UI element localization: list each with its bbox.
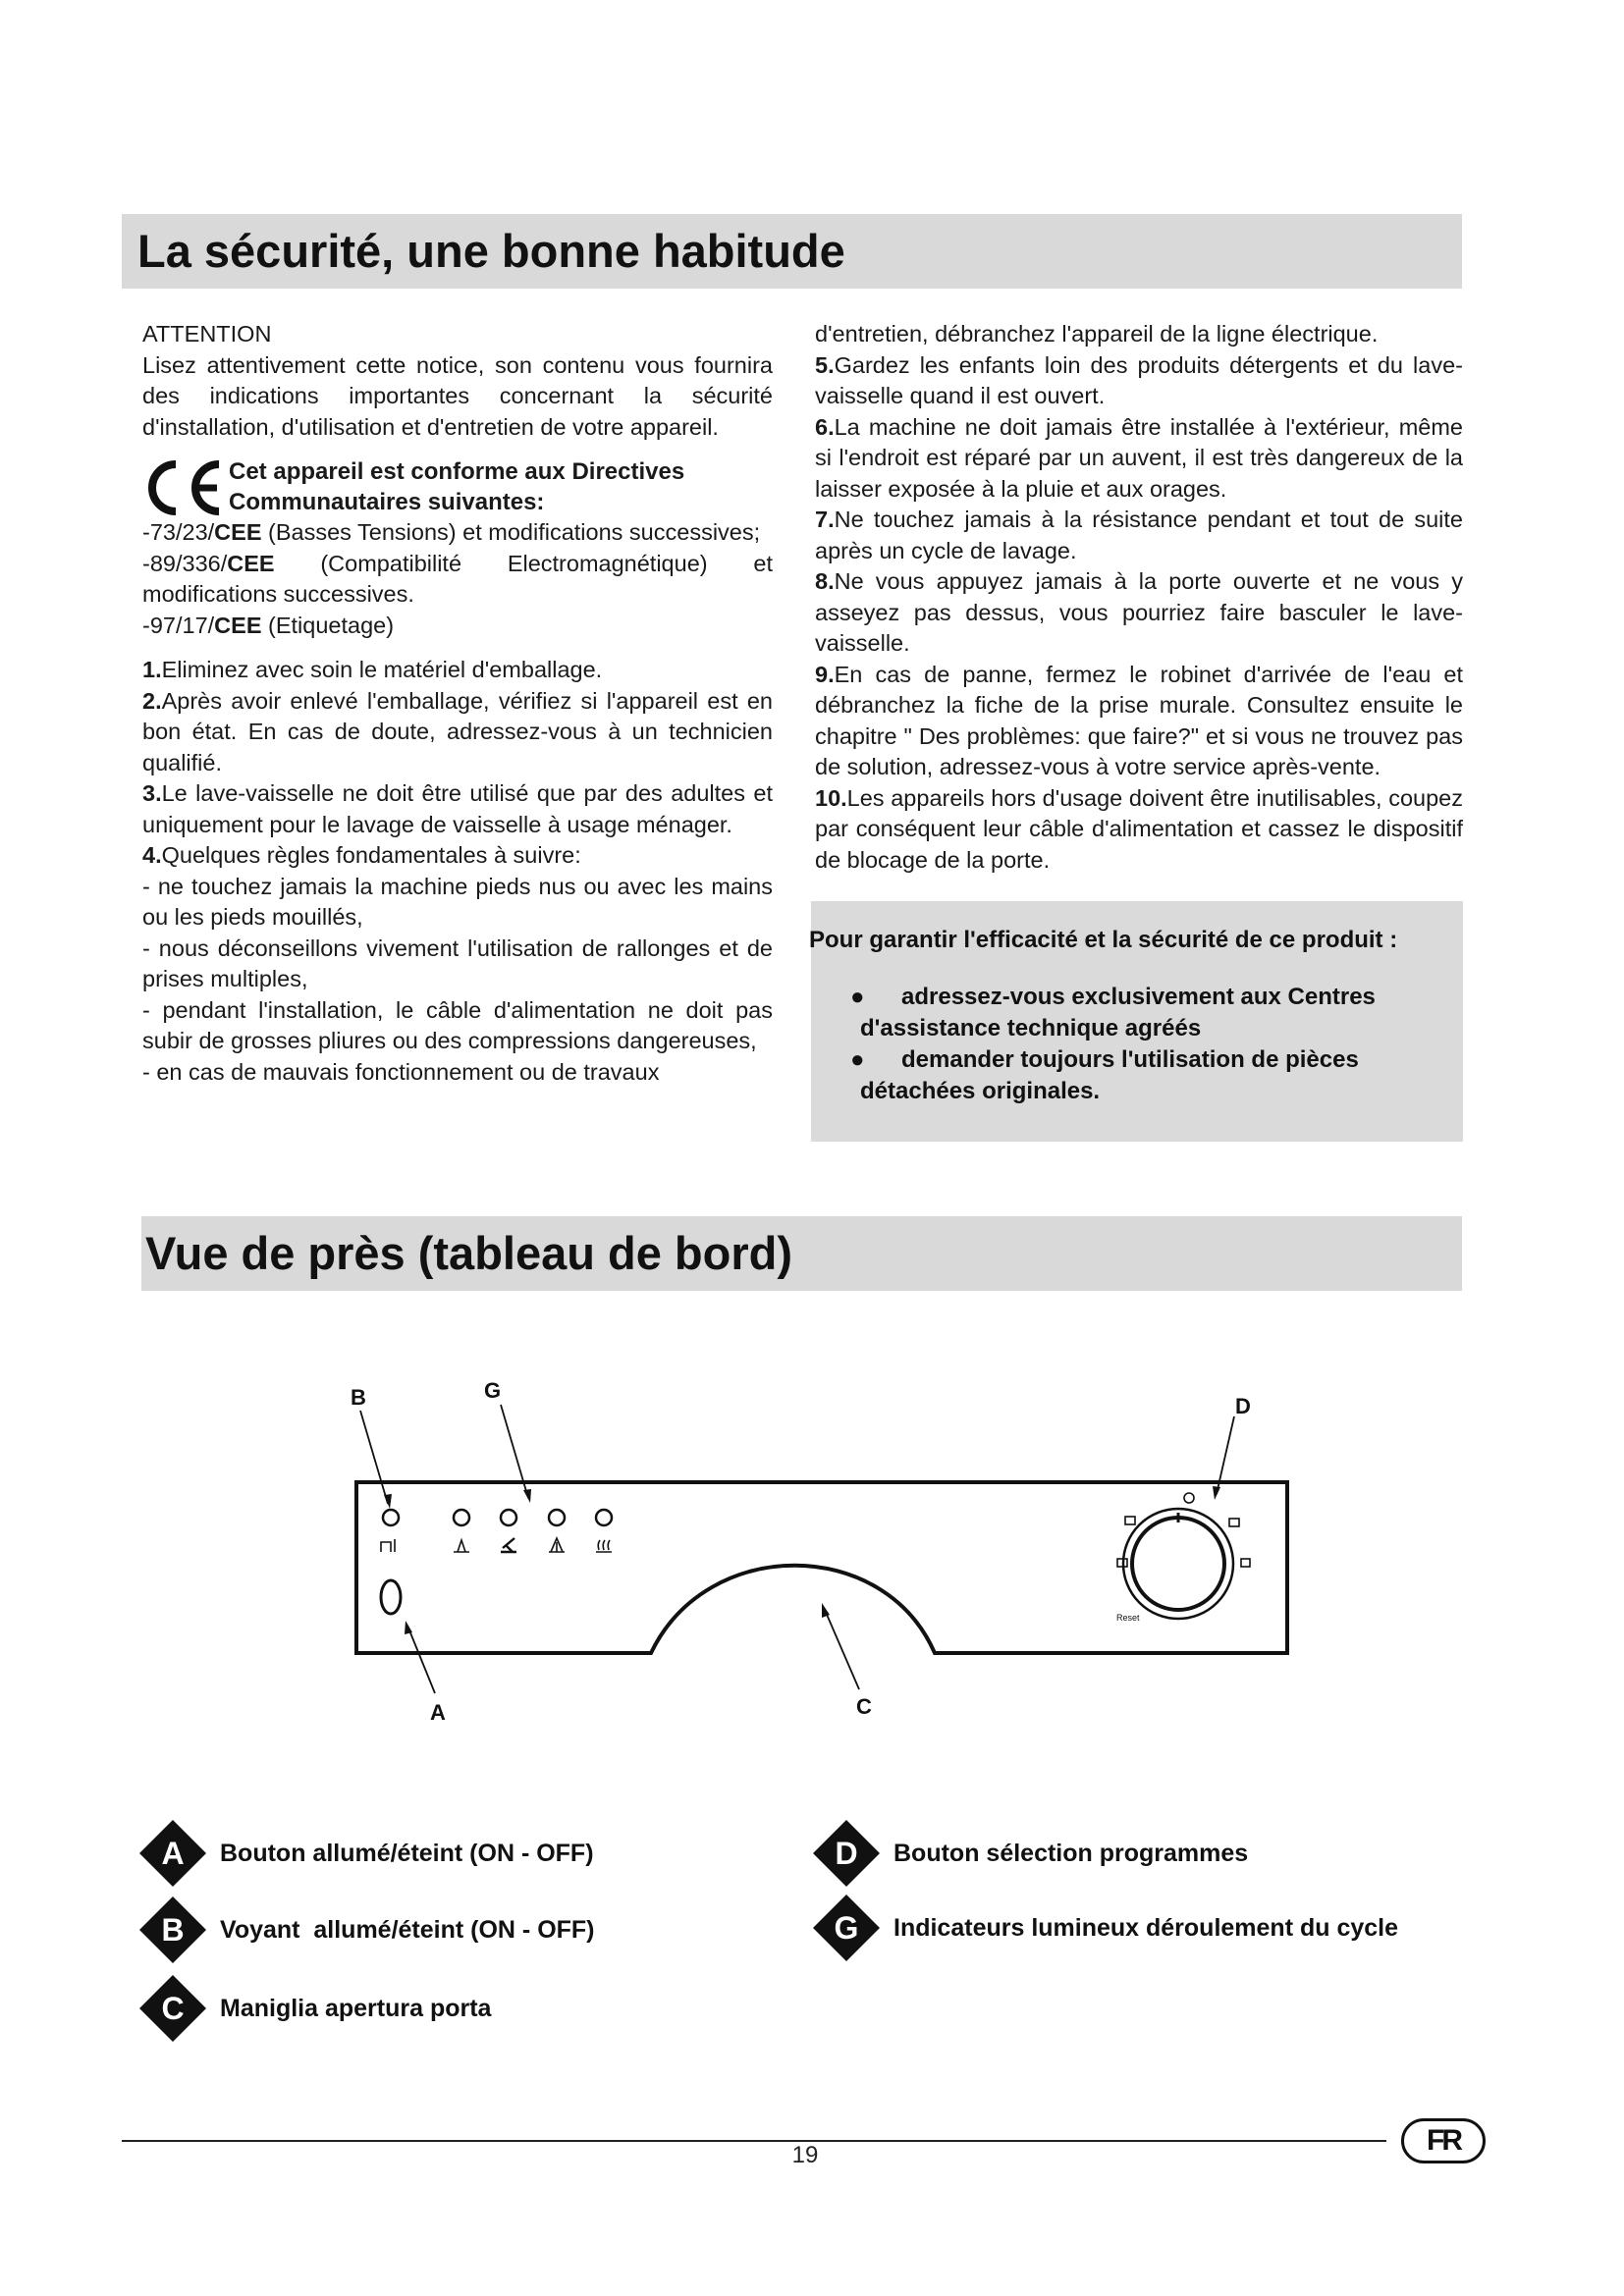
safety-item-3 <box>142 778 773 840</box>
ce-mark-icon <box>142 458 227 517</box>
pointer-line-b <box>360 1411 388 1504</box>
program-knob-outer[interactable] <box>1123 1509 1233 1619</box>
safety-item-10 <box>815 783 1463 877</box>
bullet-dot-icon: ● <box>850 984 865 1010</box>
directive-3-cee: CEE <box>214 612 262 638</box>
indicator-light-g2 <box>501 1510 516 1525</box>
power-symbol-icon <box>381 1539 395 1552</box>
safety-item-10-num: 10. <box>815 784 847 811</box>
directive-2-text: (Compatibilité Electromagnétique) et modifications successives. <box>142 550 773 607</box>
info-box-bullet-2 <box>850 1044 1439 1107</box>
rule-4: - en cas de mauvais fonctionnement ou de travaux <box>142 1058 660 1085</box>
directive-3-code: -97/17/ <box>142 612 215 638</box>
diagram-label-g: G <box>484 1378 502 1403</box>
legend-text-c: Maniglia apertura porta <box>220 1994 492 2022</box>
safety-item-1-num: 1. <box>142 657 162 682</box>
safety-item-8-text: Ne vous appuyez jamais à la porte ouverte et ne vous y asseyez pas dessus, vous pourriez faire basculer le lave-vaisselle. <box>815 568 1463 656</box>
safety-item-7 <box>815 505 1463 566</box>
pointer-arrow-g <box>523 1489 531 1503</box>
indicator-light-g3 <box>549 1510 565 1525</box>
safety-item-2-text: Après avoir enlevé l'emballage, vérifiez si l'appareil est en bon état. En cas de doute, adressez-vous à un technicien qualifié. <box>142 687 773 775</box>
directive-3-text: (Etiquetage) <box>261 612 395 638</box>
rule-1: - ne touchez jamais la machine pieds nus ou avec les mains ou les pieds mouillés, <box>142 873 773 930</box>
control-panel-diagram <box>334 1369 1316 1733</box>
directive-3 <box>142 611 773 642</box>
pointer-arrow-d <box>1213 1486 1220 1500</box>
safety-item-5 <box>815 350 1463 412</box>
safety-item-9-text: En cas de panne, fermez le robinet d'arrivée de l'eau et débranchez la fiche de la prise murale. Consultez ensuite le chapitre " Des problèmes: que faire?" et si vous ne trouvez pas de solution, adressez-vous à votre service après-vente. <box>815 661 1463 779</box>
safety-item-6-text: La machine ne doit jamais être installée à l'extérieur, même si l'endroit est réparé par un auvent, il est très dangereux de la laisser exposée à la pluie et aux orages. <box>815 413 1463 502</box>
diagram-label-b: B <box>351 1385 366 1410</box>
safety-item-7-num: 7. <box>815 507 835 532</box>
safety-item-6 <box>815 412 1463 506</box>
ce-title: Cet appareil est conforme aux Directives Communautaires suivantes: <box>229 458 685 515</box>
section-title-control-panel <box>141 1216 1462 1291</box>
language-badge-text: FR <box>1427 2124 1460 2157</box>
right-column <box>815 319 1463 876</box>
legend-text-a: Bouton allumé/éteint (ON - OFF) <box>220 1839 594 1867</box>
footer-rule <box>122 2140 1386 2142</box>
on-off-button[interactable] <box>381 1580 401 1614</box>
safety-item-4-num: 4. <box>142 842 162 868</box>
directive-2-cee: CEE <box>227 550 275 576</box>
pointer-arrow-c <box>822 1603 830 1618</box>
legend-text-b: Voyant allumé/éteint (ON - OFF) <box>220 1915 595 1944</box>
continued-text: d'entretien, débranchez l'appareil de la ligne électrique. <box>815 321 1379 347</box>
section-title-safety-text: La sécurité, une bonne habitude <box>137 225 845 277</box>
safety-item-5-text: Gardez les enfants loin des produits détergents et du lave-vaisselle quand il est ouvert. <box>815 351 1463 408</box>
pointer-line-a <box>407 1626 435 1693</box>
section-title-control-panel-text: Vue de près (tableau de bord) <box>145 1227 792 1279</box>
left-column <box>142 319 773 1088</box>
prewash-symbol-icon <box>454 1540 469 1552</box>
legend-badge-b-letter: B <box>161 1912 185 1948</box>
pointer-line-c <box>825 1610 859 1689</box>
info-box-title: Pour garantir l'efficacité et la sécurité de ce produit : <box>809 927 1398 953</box>
info-box-bullet-2-text: demander toujours l'utilisation de pièces détachées originales. <box>860 1046 1359 1104</box>
safety-item-5-num: 5. <box>815 351 835 378</box>
directive-2 <box>142 549 773 611</box>
info-box-bullet-1 <box>850 982 1439 1044</box>
legend-badge-g-letter: G <box>834 1910 859 1946</box>
safety-item-2-num: 2. <box>142 687 162 714</box>
safety-item-6-num: 6. <box>815 413 835 440</box>
safety-item-1 <box>142 655 773 686</box>
safety-item-8 <box>815 566 1463 660</box>
control-panel-outline <box>356 1482 1287 1653</box>
safety-item-9 <box>815 660 1463 783</box>
legend-item-b <box>137 1896 595 1964</box>
pointer-arrow-a <box>405 1621 412 1634</box>
directive-1 <box>142 517 773 549</box>
diagram-label-c: C <box>856 1694 872 1719</box>
safety-item-8-num: 8. <box>815 568 835 594</box>
safety-item-7-text: Ne touchez jamais à la résistance pendant et tout de suite après un cycle de lavage. <box>815 507 1463 563</box>
rinse-symbol-icon <box>549 1538 565 1552</box>
dry-symbol-icon <box>596 1540 612 1552</box>
safety-item-2 <box>142 686 773 779</box>
indicator-light-b <box>383 1510 399 1525</box>
language-badge <box>1401 2118 1486 2163</box>
legend-item-d <box>811 1819 1248 1888</box>
legend-badge-d-icon <box>811 1818 882 1889</box>
legend-badge-g-icon <box>811 1893 882 1963</box>
directive-1-code: -73/23/ <box>142 519 215 545</box>
legend-item-c <box>137 1974 491 2043</box>
directive-2-code: -89/336/ <box>142 550 228 576</box>
indicator-light-g1 <box>454 1510 469 1525</box>
pointer-arrow-b <box>384 1494 392 1509</box>
directive-1-cee: CEE <box>214 519 262 545</box>
program-knob-inner[interactable] <box>1132 1518 1224 1610</box>
legend-badge-a-letter: A <box>161 1836 185 1871</box>
info-box-bullet-1-text: adressez-vous exclusivement aux Centres d'assistance technique agréés <box>860 984 1376 1041</box>
legend-badge-b-icon <box>137 1895 208 1965</box>
page-number: 19 <box>791 2142 819 2168</box>
diagram-label-d: D <box>1235 1394 1251 1418</box>
safety-item-4-text: Quelques règles fondamentales à suivre: <box>161 842 581 868</box>
directive-1-text: (Basses Tensions) et modifications successives; <box>261 519 761 545</box>
guarantee-info-box <box>811 901 1463 1142</box>
reset-label: Reset <box>1116 1613 1140 1623</box>
safety-item-3-num: 3. <box>142 780 162 806</box>
diagram-label-a: A <box>430 1700 446 1725</box>
safety-item-9-num: 9. <box>815 661 835 687</box>
legend-text-g: Indicateurs lumineux déroulement du cycle <box>893 1913 1399 1942</box>
legend-badge-c-icon <box>137 1973 208 2044</box>
safety-item-4 <box>142 840 773 872</box>
indicator-light-g4 <box>596 1510 612 1525</box>
safety-item-3-text: Le lave-vaisselle ne doit être utilisé que par des adultes et uniquement pour le lavage de vaisselle à usage ménager. <box>142 780 773 837</box>
legend-badge-a-icon <box>137 1818 208 1889</box>
section-title-safety <box>122 214 1462 289</box>
attention-label: ATTENTION <box>142 321 272 347</box>
safety-item-1-text: Eliminez avec soin le matériel d'emballage. <box>161 657 603 682</box>
legend-item-g <box>811 1894 1398 1962</box>
intro-paragraph: Lisez attentivement cette notice, son contenu vous fournira des indications importantes concernant la sécurité d'installation, d'utilisation et d'entretien de votre appareil. <box>142 351 773 440</box>
legend-badge-c-letter: C <box>161 1991 185 2026</box>
rule-3: - pendant l'installation, le câble d'alimentation ne doit pas subir de grosses pliures ou des compressions dangereuses, <box>142 996 773 1053</box>
wash-symbol-icon <box>501 1538 516 1552</box>
ce-conformity-block <box>142 456 773 517</box>
rule-2: - nous déconseillons vivement l'utilisation de rallonges et de prises multiples, <box>142 934 773 991</box>
legend-badge-d-letter: D <box>835 1836 858 1871</box>
bullet-dot-icon: ● <box>850 1046 865 1073</box>
program-symbols-icon <box>1117 1493 1250 1567</box>
safety-item-10-text: Les appareils hors d'usage doivent être inutilisables, coupez par conséquent leur câble d'alimentation et cassez le dispositif de blocage de la porte. <box>815 784 1463 873</box>
legend-text-d: Bouton sélection programmes <box>893 1839 1249 1867</box>
legend-item-a <box>137 1819 594 1888</box>
